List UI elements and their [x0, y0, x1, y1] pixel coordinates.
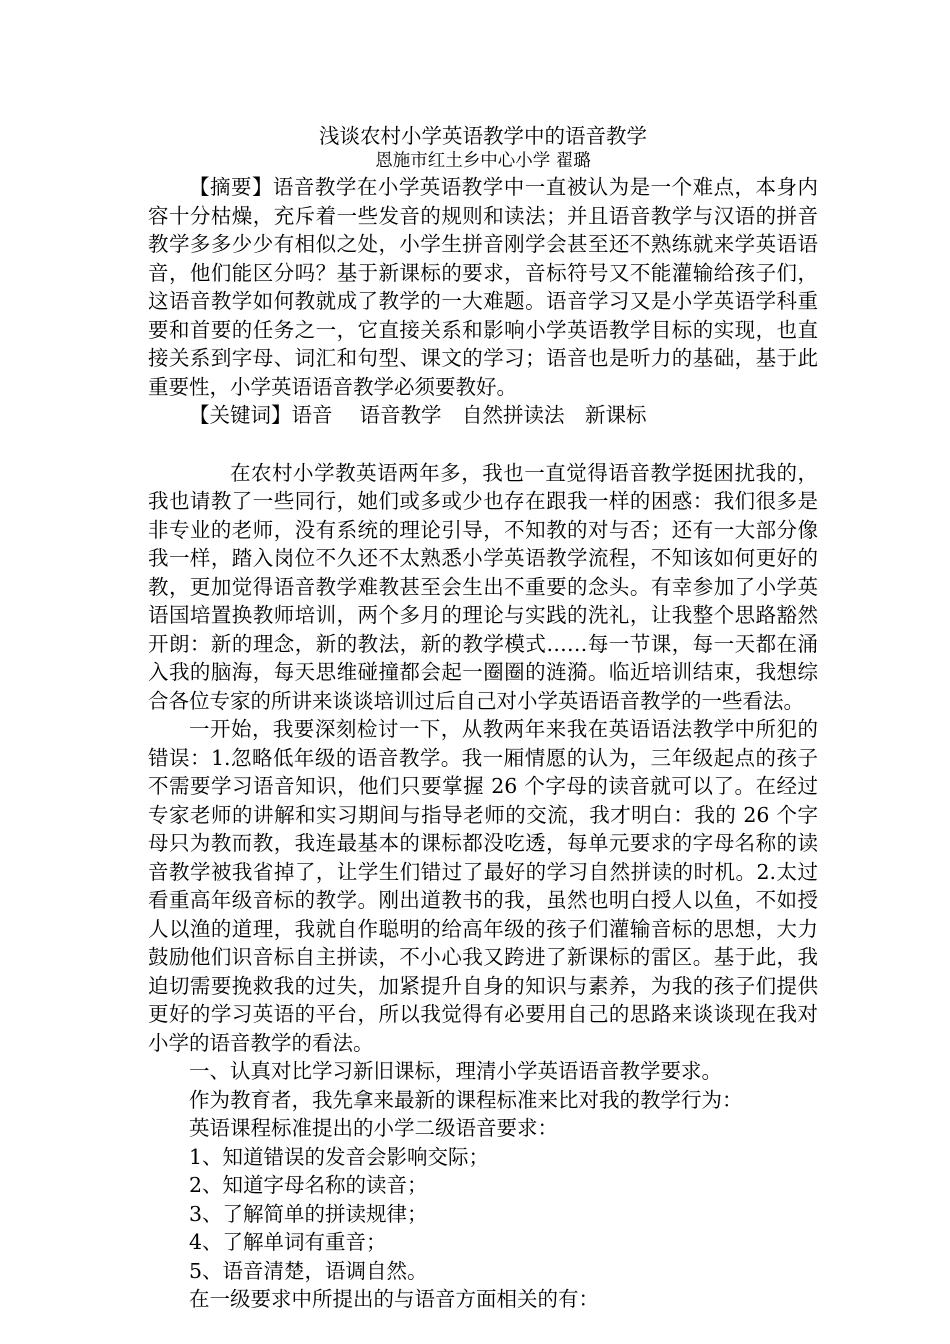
requirement-item: 2、知道字母名称的读音； [189, 1173, 428, 1197]
author-line: 恩施市红土乡中心小学 翟璐 [375, 151, 591, 171]
blank-line [148, 430, 818, 459]
requirement-item: 1、知道错误的发音会影响交际； [189, 1144, 490, 1169]
document-body [148, 123, 818, 1314]
requirement-item: 5、语音清楚，语调自然。 [189, 1258, 428, 1283]
requirement-item: 3、了解简单的拼读规律； [189, 1201, 428, 1226]
level1-heading: 在一级要求中所提出的与语音方面相关的有： [189, 1287, 599, 1311]
keywords-line: 【关键词】语音 语音教学 自然拼读法 新课标 [189, 403, 647, 427]
section-heading-1: 一、认真对比学习新旧课标，理清小学英语语音教学要求。 [189, 1059, 722, 1083]
body-paragraph-2: 一开始，我要深刻检讨一下，从教两年来我在英语语法教学中所犯的错误：1.忽略低年级的语音教学。我一厢情愿的认为，三年级起点的孩子不需要学习语音知识，他们只要掌握 26 个字母的读音就可以了。在经过专家老师的讲解和实习期间与指导老师的交流，我才明白：我的 26 个字母只为教而教，我连最基本的课标都没吃透，每单元要求的字母名称的读音教学被我省掉了，让学生们错过了最好的学习自然拼读的时机。2.太过看重高年级音标的教学。刚出道教书的我，虽然也明白授人以鱼，不如授人以渔的道理，我就自作聪明的给高年级的孩子们灌输音标的思想，大力鼓励他们识音标自主拼读，不小心我又跨进了新课标的雷区。基于此，我迫切需要挽救我的过失，加紧提升自身的知识与素养，为我的孩子们提供更好的学习英语的平台，所以我觉得有必要用自己的思路来谈谈现在我对小学的语音教学的看法。 [148, 717, 818, 1055]
requirement-item: 4、了解单词有重音； [189, 1230, 387, 1254]
section-intro: 作为教育者，我先拿来最新的课程标准来比对我的教学行为： [189, 1087, 743, 1112]
abstract-paragraph: 【摘要】语音教学在小学英语教学中一直被认为是一个难点，本身内容十分枯燥，充斥着一些发音的规则和读法；并且语音教学与汉语的拼音教学多多少少有相似之处，小学生拼音刚学会甚至还不熟练就来学英语语音，他们能区分吗？基于新课标的要求，音标符号又不能灌输给孩子们，这语音教学如何教就成了教学的一大难题。语音学习又是小学英语学科重要和首要的任务之一，它直接关系和影响小学英语教学目标的实现，也直接关系到字母、词汇和句型、课文的学习；语音也是听力的基础，基于此重要性，小学英语语音教学必须要教好。 [148, 175, 818, 399]
document-title: 浅谈农村小学英语教学中的语音教学 [319, 124, 647, 148]
level2-heading: 英语课程标准提出的小学二级语音要求： [189, 1116, 558, 1140]
body-paragraph-1: 在农村小学教英语两年多，我也一直觉得语音教学挺困扰我的，我也请教了一些同行，她们或多或少也存在跟我一样的困惑：我们很多是非专业的老师，没有系统的理论引导，不知教的对与否；还有一大部分像我一样，踏入岗位不久还不太熟悉小学英语教学流程，不知该如何更好的教，更加觉得语音教学难教甚至会生出不重要的念头。有幸参加了小学英语国培置换教师培训，两个多月的理论与实践的洗礼，让我整个思路豁然开朗：新的理念，新的教法，新的教学模式……每一节课，每一天都在涌入我的脑海，每天思维碰撞都会起一圈圈的涟漪。临近培训结束，我想综合各位专家的所讲来谈谈培训过后自己对小学英语语音教学的一些看法。 [148, 460, 818, 713]
